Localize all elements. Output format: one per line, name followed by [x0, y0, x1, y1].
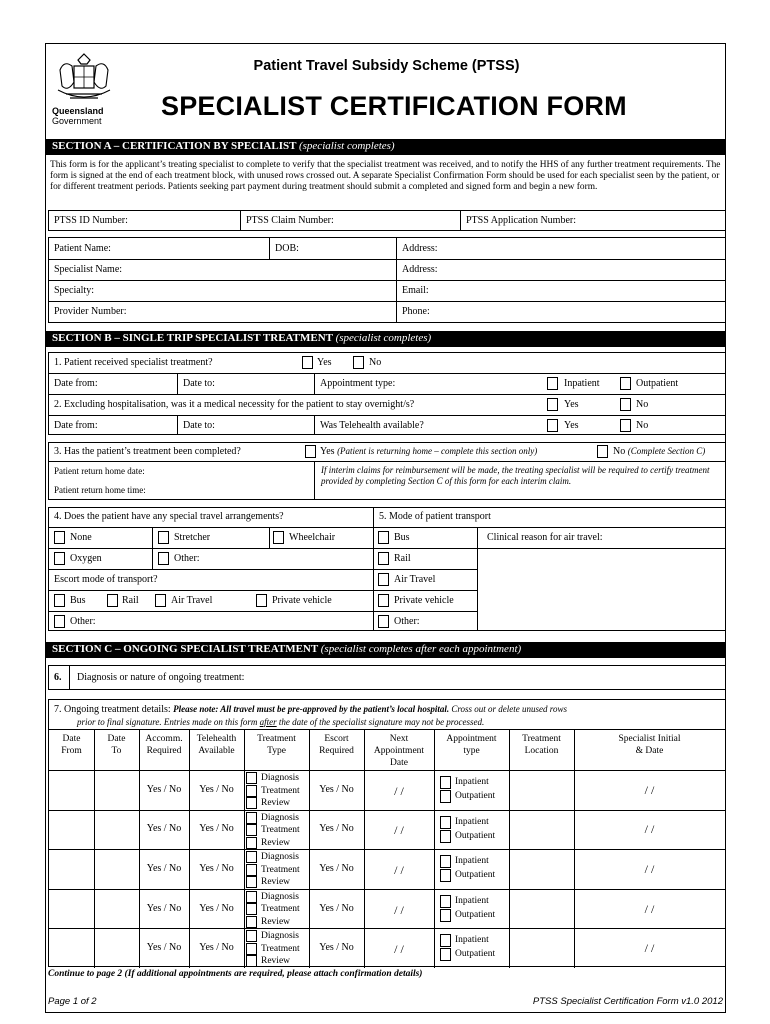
treatment-diagnosis-checkbox[interactable]	[246, 851, 257, 863]
escort-private-checkbox[interactable]	[256, 594, 267, 607]
row-outpatient-checkbox[interactable]	[440, 869, 451, 882]
treatment-option-label: Treatment	[261, 943, 300, 954]
escort-required-choice[interactable]: Yes / No	[319, 823, 354, 835]
accomm-required-choice[interactable]: Yes / No	[146, 902, 182, 914]
stretcher-label: Stretcher	[174, 532, 211, 543]
return-time-field[interactable]: Patient return home time:	[54, 485, 146, 495]
row-outpatient-checkbox[interactable]	[440, 830, 451, 843]
travel-arrangements-box	[48, 507, 726, 631]
escort-bus-label: Bus	[70, 595, 86, 606]
q3-yes-checkbox[interactable]	[305, 445, 316, 458]
column-header-line: Treatment	[257, 734, 296, 744]
column-header	[94, 733, 139, 757]
column-header-line: Type	[267, 746, 286, 756]
escort-required-choice[interactable]: Yes / No	[319, 783, 354, 795]
treatment-review-checkbox[interactable]	[246, 955, 257, 967]
q3-yes-label: Yes	[320, 446, 335, 457]
phone-field[interactable]: Phone:	[402, 306, 430, 317]
q6-number: 6.	[54, 672, 62, 683]
oxygen-checkbox[interactable]	[54, 552, 65, 565]
section-a-intro: This form is for the applicant’s treating specialist to complete to verify that the specialist treatment was received, and to notify the HHS of any further treatment requirements. The form is signed at the end of each treatment block, with unused rows crossed out. A separate Specialist Confirmation Form should be used for each specialist seen by the patient, or for different treatment periods. Patients seeking part payment during treatment should submit a completed and signed form and begin a new form.	[50, 160, 721, 192]
table-row-divider	[49, 889, 725, 890]
column-header-line: Required	[146, 746, 182, 756]
treatment-diagnosis-checkbox[interactable]	[246, 772, 257, 784]
q3-no-label: No	[613, 446, 626, 457]
column-header-line: & Date	[635, 746, 664, 756]
column-header-line: Appointment	[446, 734, 497, 744]
telehealth-choice[interactable]: Yes / No	[199, 783, 234, 795]
diagnosis-box	[48, 665, 726, 690]
column-header-line: From	[61, 746, 82, 756]
column-header-line: type	[463, 746, 480, 756]
treatment-treatment-checkbox[interactable]	[246, 785, 257, 797]
column-header	[574, 733, 725, 757]
mode-rail-label: Rail	[394, 553, 411, 564]
section-b-header	[46, 331, 725, 347]
treatment-review-checkbox[interactable]	[246, 797, 257, 809]
dob-field[interactable]: DOB:	[275, 243, 299, 254]
form-title: SPECIALIST CERTIFICATION FORM	[161, 91, 627, 121]
section-c-note: (specialist completes after each appointment)	[320, 643, 522, 655]
column-header-line: Specialist Initial	[618, 734, 681, 744]
column-header-line: To	[111, 746, 122, 756]
return-date-field[interactable]: Patient return home date:	[54, 466, 145, 476]
row-outpatient-label: Outpatient	[455, 949, 496, 960]
treatment-treatment-checkbox[interactable]	[246, 864, 257, 876]
inpatient-label: Inpatient	[564, 378, 600, 389]
escort-air-checkbox[interactable]	[155, 594, 166, 607]
telehealth-choice[interactable]: Yes / No	[199, 823, 234, 835]
specialty-field[interactable]: Specialty:	[54, 285, 94, 296]
row-inpatient-label: Inpatient	[455, 856, 489, 867]
q7-signature-note: the date of the specialist signature may not be processed.	[276, 717, 485, 727]
mode-other-checkbox[interactable]	[378, 615, 389, 628]
escort-rail-checkbox[interactable]	[107, 594, 118, 607]
interim-claims-note: If interim claims for reimbursement will be made, the treating specialist will be required to certify treatment provided by completing Section C of this form for each interim claim.	[321, 465, 710, 486]
row-inpatient-label: Inpatient	[455, 895, 489, 906]
row-outpatient-label: Outpatient	[455, 791, 496, 801]
escort-mode-label: Escort mode of transport?	[54, 574, 158, 585]
column-header-line: Date	[107, 734, 126, 744]
treatment-option-label: Treatment	[261, 785, 300, 796]
scheme-title: Patient Travel Subsidy Scheme (PTSS)	[253, 58, 520, 74]
mode-other-label: Other:	[394, 616, 420, 627]
overnight-date-from-field[interactable]: Date from:	[54, 420, 98, 431]
diagnosis-field[interactable]: Diagnosis or nature of ongoing treatment:	[77, 672, 245, 683]
patient-details-box	[48, 237, 726, 323]
inpatient-checkbox[interactable]	[547, 377, 558, 390]
section-c-header	[46, 642, 725, 658]
email-field[interactable]: Email:	[402, 285, 429, 296]
treatment-option-label: Treatment	[261, 904, 300, 915]
accomm-required-choice[interactable]: Yes / No	[146, 863, 182, 874]
treatment-review-checkbox[interactable]	[246, 916, 257, 928]
outpatient-checkbox[interactable]	[620, 377, 631, 390]
wheelchair-checkbox[interactable]	[273, 531, 284, 544]
treatment-option-label: Treatment	[261, 825, 300, 836]
row-outpatient-label: Outpatient	[455, 909, 496, 920]
column-header	[364, 733, 434, 769]
column-header	[189, 733, 244, 757]
ongoing-treatment-box	[48, 699, 726, 967]
treatment-treatment-checkbox[interactable]	[246, 824, 257, 836]
treatment-option-label: Review	[261, 798, 291, 808]
table-row-divider	[49, 849, 725, 850]
escort-private-label: Private vehicle	[272, 595, 332, 606]
telehealth-choice[interactable]: Yes / No	[199, 942, 234, 954]
escort-other-label: Other:	[70, 616, 96, 627]
q1-yes-checkbox[interactable]	[302, 356, 313, 369]
org-type: Government	[52, 116, 102, 126]
q3-label: 3. Has the patient’s treatment been completed?	[54, 446, 241, 457]
q7-line1	[54, 704, 567, 715]
column-header-line: Date	[62, 734, 81, 744]
telehealth-label: Was Telehealth available?	[320, 420, 424, 431]
accomm-required-choice[interactable]: Yes / No	[146, 942, 182, 954]
q1-label: 1. Patient received specialist treatment?	[54, 357, 213, 368]
escort-rail-label: Rail	[122, 595, 139, 606]
appointment-type-label: Appointment type:	[320, 378, 396, 389]
q7-label: 7. Ongoing treatment details:	[54, 704, 174, 715]
none-label: None	[70, 532, 92, 543]
treatment-diagnosis-checkbox[interactable]	[246, 891, 257, 903]
form-page	[45, 43, 726, 1013]
q1-no-checkbox[interactable]	[353, 356, 364, 369]
org-name: Queensland	[52, 106, 104, 116]
none-checkbox[interactable]	[54, 531, 65, 544]
treatment-option-label: Diagnosis	[261, 773, 299, 783]
treatment-option-label: Review	[261, 877, 291, 888]
treatment-option-label: Review	[261, 956, 291, 967]
row-inpatient-checkbox[interactable]	[440, 816, 451, 829]
mode-air-label: Air Travel	[394, 574, 436, 585]
next-appointment-date-field[interactable]: / /	[394, 863, 404, 877]
form-version: PTSS Specialist Certification Form v1.0 2012	[532, 996, 723, 1007]
row-inpatient-label: Inpatient	[455, 935, 489, 946]
next-appointment-date-field[interactable]: / /	[394, 942, 404, 957]
q4-label: 4. Does the patient have any special travel arrangements?	[54, 511, 284, 522]
column-header-line: Treatment	[522, 734, 561, 744]
q7-approval-note: Please note: All travel must be pre-approved by the patient’s local hospital.	[173, 704, 450, 714]
overnight-date-to-field[interactable]: Date to:	[183, 420, 215, 431]
q2-no-checkbox[interactable]	[620, 398, 631, 411]
section-a-header	[46, 139, 725, 155]
treatment-review-checkbox[interactable]	[246, 837, 257, 849]
column-header-line: Accomm.	[145, 734, 183, 744]
specialist-initial-date-field[interactable]: / /	[644, 822, 655, 837]
patient-name-field[interactable]: Patient Name:	[54, 243, 111, 254]
treatment-diagnosis-checkbox[interactable]	[246, 812, 257, 824]
stretcher-checkbox[interactable]	[158, 531, 169, 544]
row-inpatient-checkbox[interactable]	[440, 934, 451, 947]
treatment-treatment-checkbox[interactable]	[246, 903, 257, 915]
column-header	[434, 733, 509, 757]
mode-bus-label: Bus	[394, 532, 410, 543]
ptss-numbers-box	[48, 210, 726, 231]
mode-private-checkbox[interactable]	[378, 594, 389, 607]
accomm-required-choice[interactable]: Yes / No	[146, 783, 182, 795]
treatment-completed-box	[48, 442, 726, 500]
next-appointment-date-field[interactable]: / /	[394, 902, 404, 917]
q3-yes-option	[320, 446, 537, 457]
telehealth-no-label: No	[636, 420, 649, 431]
treatment-treatment-checkbox[interactable]	[246, 943, 257, 955]
column-header-line: Location	[524, 746, 559, 756]
q2-yes-checkbox[interactable]	[547, 398, 558, 411]
specialist-initial-date-field[interactable]: / /	[644, 782, 655, 797]
telehealth-choice[interactable]: Yes / No	[199, 863, 234, 874]
row-inpatient-checkbox[interactable]	[440, 855, 451, 868]
date-from-field[interactable]: Date from:	[54, 378, 98, 389]
patient-address-field[interactable]: Address:	[402, 243, 438, 254]
escort-other-checkbox[interactable]	[54, 615, 65, 628]
page-number: Page 1 of 2	[48, 996, 97, 1007]
q5-label: 5. Mode of patient transport	[379, 511, 491, 522]
telehealth-no-checkbox[interactable]	[620, 419, 631, 432]
column-header	[309, 733, 364, 757]
q1-yes-label: Yes	[317, 357, 332, 368]
column-header	[49, 733, 94, 757]
row-outpatient-label: Outpatient	[455, 830, 496, 841]
escort-required-choice[interactable]: Yes / No	[319, 902, 354, 914]
column-header-line: Required	[319, 746, 354, 756]
table-row-divider	[49, 810, 725, 811]
telehealth-yes-checkbox[interactable]	[547, 419, 558, 432]
specialist-initial-date-field[interactable]: / /	[644, 901, 655, 916]
row-inpatient-checkbox[interactable]	[440, 895, 451, 908]
clinical-reason-field[interactable]: Clinical reason for air travel:	[487, 532, 603, 543]
q7-cross-out-note: Cross out or delete unused rows	[449, 704, 567, 714]
row-outpatient-checkbox[interactable]	[440, 790, 451, 803]
q2-yes-label: Yes	[564, 399, 579, 410]
specialist-initial-date-field[interactable]: / /	[644, 941, 655, 956]
column-header-line: Next	[389, 734, 409, 744]
row-inpatient-label: Inpatient	[455, 816, 489, 827]
ptss-application-field[interactable]: PTSS Application Number:	[466, 215, 576, 226]
treatment-diagnosis-checkbox[interactable]	[246, 930, 257, 942]
specialist-initial-date-field[interactable]: / /	[644, 862, 655, 876]
treatment-option-label: Diagnosis	[261, 852, 299, 863]
telehealth-choice[interactable]: Yes / No	[199, 902, 234, 914]
treatment-review-checkbox[interactable]	[246, 876, 257, 888]
mode-rail-checkbox[interactable]	[378, 552, 389, 565]
column-header-line: Available	[198, 746, 235, 756]
row-inpatient-label: Inpatient	[455, 777, 489, 787]
treatment-option-label: Diagnosis	[261, 812, 299, 823]
other-arrangement-checkbox[interactable]	[158, 552, 169, 565]
column-header-line: Date	[390, 758, 408, 768]
column-header-line: Appointment	[373, 746, 425, 756]
escort-bus-checkbox[interactable]	[54, 594, 65, 607]
section-a-title: SECTION A – CERTIFICATION BY SPECIALIST	[52, 140, 297, 152]
mode-air-checkbox[interactable]	[378, 573, 389, 586]
column-header	[139, 733, 189, 757]
date-to-field[interactable]: Date to:	[183, 378, 215, 389]
accomm-required-choice[interactable]: Yes / No	[146, 823, 182, 835]
q1-no-label: No	[369, 357, 382, 368]
escort-required-choice[interactable]: Yes / No	[319, 942, 354, 954]
row-inpatient-checkbox[interactable]	[440, 776, 451, 789]
q7-after-word: after	[259, 717, 277, 727]
q3-yes-note: (Patient is returning home – complete this section only)	[337, 446, 538, 456]
escort-required-choice[interactable]: Yes / No	[319, 863, 354, 874]
outpatient-label: Outpatient	[636, 378, 679, 389]
row-outpatient-label: Outpatient	[455, 870, 496, 881]
ptss-id-field[interactable]: PTSS ID Number:	[54, 215, 128, 226]
treatment-option-label: Treatment	[261, 864, 300, 875]
q2-label: 2. Excluding hospitalisation, was it a medical necessity for the patient to stay overnight/s?	[54, 399, 415, 410]
table-row-divider	[49, 928, 725, 929]
single-trip-box	[48, 352, 726, 435]
escort-air-label: Air Travel	[171, 595, 213, 606]
section-b-note: (specialist completes)	[335, 332, 432, 344]
specialist-name-field[interactable]: Specialist Name:	[54, 264, 123, 275]
q7-entries-note: prior to final signature. Entries made on this form	[77, 717, 260, 727]
section-c-title: SECTION C – ONGOING SPECIALIST TREATMENT	[52, 643, 319, 655]
treatment-option-label: Review	[261, 916, 291, 927]
column-header-line: Escort	[324, 734, 349, 744]
oxygen-label: Oxygen	[70, 553, 102, 564]
next-appointment-date-field[interactable]: / /	[394, 823, 404, 838]
section-a-note: (specialist completes)	[298, 140, 395, 152]
specialist-address-field[interactable]: Address:	[402, 264, 438, 275]
column-header	[244, 733, 309, 757]
other-arrangement-label: Other:	[174, 553, 200, 564]
q7-line2	[77, 717, 484, 727]
q3-no-option	[613, 446, 705, 457]
q3-no-note: (Complete Section C)	[627, 446, 706, 456]
column-header	[509, 733, 574, 757]
section-b-title: SECTION B – SINGLE TRIP SPECIALIST TREATMENT	[52, 332, 333, 344]
q2-no-label: No	[636, 399, 649, 410]
continue-note: Continue to page 2 (If additional appointments are required, please attach confirmation details)	[48, 969, 423, 979]
next-appointment-date-field[interactable]: / /	[394, 783, 404, 798]
mode-private-label: Private vehicle	[394, 595, 454, 606]
mode-bus-checkbox[interactable]	[378, 531, 389, 544]
column-header-line: Telehealth	[196, 734, 237, 744]
treatment-option-label: Review	[261, 837, 291, 848]
telehealth-yes-label: Yes	[564, 420, 579, 431]
row-outpatient-checkbox[interactable]	[440, 948, 451, 961]
treatment-option-label: Diagnosis	[261, 931, 299, 942]
treatment-option-label: Diagnosis	[261, 891, 299, 902]
wheelchair-label: Wheelchair	[289, 532, 336, 543]
ptss-claim-field[interactable]: PTSS Claim Number:	[246, 215, 334, 226]
q3-no-checkbox[interactable]	[597, 445, 608, 458]
provider-number-field[interactable]: Provider Number:	[54, 306, 127, 317]
row-outpatient-checkbox[interactable]	[440, 909, 451, 922]
